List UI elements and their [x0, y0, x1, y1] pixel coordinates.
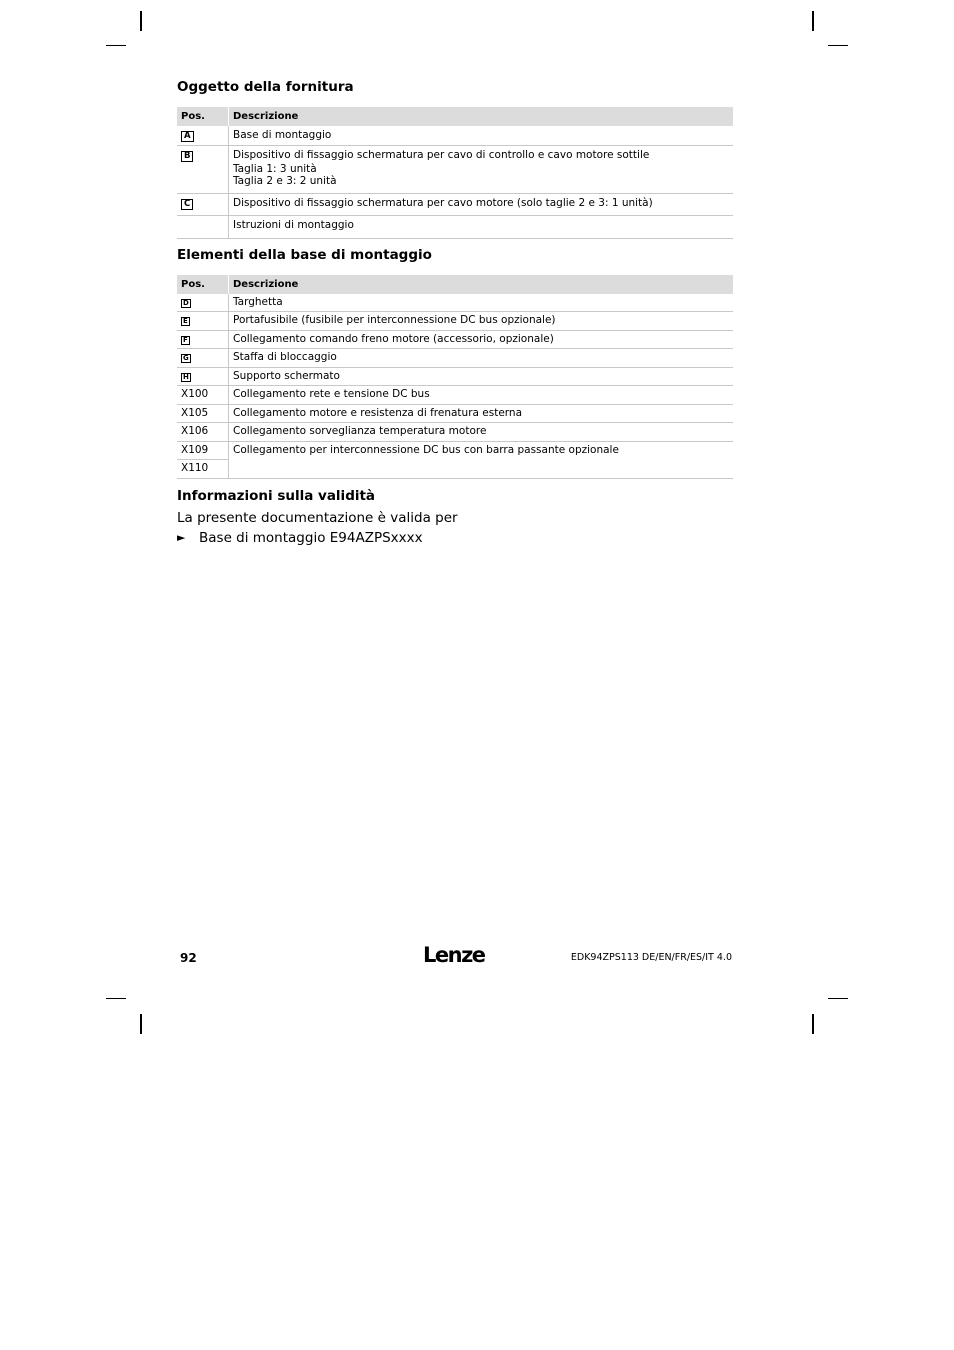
crop-mark — [812, 1014, 814, 1034]
pos-label-box: C — [181, 199, 193, 210]
desc-cell: Collegamento motore e resistenza di frenatura esterna — [229, 404, 734, 423]
table-row — [177, 312, 733, 331]
pos-label-box: H — [183, 372, 189, 381]
desc-cell: Supporto schermato — [229, 367, 734, 386]
pos-cell — [177, 294, 229, 312]
pos-cell: X106 — [177, 423, 229, 442]
crop-mark — [106, 45, 126, 46]
column-header-desc: Descrizione — [229, 107, 734, 126]
table-row — [177, 294, 733, 312]
desc-cell: Collegamento rete e tensione DC bus — [229, 386, 734, 405]
pos-label-box: F — [183, 335, 188, 344]
desc-cell: Istruzioni di montaggio — [229, 216, 734, 239]
desc-cell — [229, 146, 734, 194]
pos-cell — [177, 330, 229, 349]
desc-cell: Staffa di bloccaggio — [229, 349, 734, 368]
pos-cell — [177, 367, 229, 386]
table-row — [177, 330, 733, 349]
pos-label-box: E — [183, 317, 188, 325]
table-row — [177, 216, 733, 239]
pos-cell — [177, 126, 229, 146]
pos-cell — [177, 349, 229, 368]
crop-mark — [828, 45, 848, 46]
crop-mark — [828, 998, 848, 999]
table-row — [177, 441, 733, 460]
crop-mark — [140, 11, 142, 31]
table-row — [177, 193, 733, 216]
bullet-arrow-icon: ► — [177, 530, 186, 544]
pos-cell — [177, 312, 229, 331]
table-row — [177, 126, 733, 146]
page-content — [177, 78, 733, 548]
crop-mark — [140, 1014, 142, 1034]
desc-cell: Collegamento per interconnessione DC bus con barra passante opzionale — [233, 443, 619, 456]
pos-cell: X110 — [177, 460, 229, 479]
crop-mark — [106, 998, 126, 999]
lenze-logo: Lenze — [423, 943, 485, 967]
section-title-validity: Informazioni sulla validità — [177, 487, 376, 504]
table-header-row — [177, 107, 733, 126]
table-row — [177, 367, 733, 386]
desc-cell: Base di montaggio — [229, 126, 734, 146]
desc-cell: Targhetta — [229, 294, 734, 312]
pos-label-box: D — [183, 298, 189, 307]
table-row — [177, 146, 733, 194]
delivery-table — [177, 107, 733, 239]
desc-line: Taglia 2 e 3: 2 unità — [233, 175, 337, 187]
validity-text: La presente documentazione è valida per — [177, 509, 458, 526]
pos-cell: X100 — [177, 386, 229, 405]
section-title-delivery: Oggetto della fornitura — [177, 79, 354, 95]
pos-label-box: A — [181, 131, 194, 142]
pos-cell — [177, 193, 229, 216]
list-item — [177, 528, 733, 548]
pos-label-box: B — [181, 151, 193, 162]
document-id: EDK94ZPS113 DE/EN/FR/ES/IT 4.0 — [570, 952, 732, 963]
column-header-pos: Pos. — [177, 275, 229, 294]
table-row — [177, 386, 733, 405]
desc-cell: Collegamento sorveglianza temperatura motore — [229, 423, 734, 442]
section-title-elements: Elementi della base di montaggio — [177, 246, 432, 263]
page-number: 92 — [180, 951, 197, 965]
table-header-row — [177, 275, 733, 294]
crop-mark — [812, 11, 814, 31]
elements-table — [177, 275, 733, 479]
desc-line: Dispositivo di fissaggio schermatura per cavo di controllo e cavo motore sottile — [233, 149, 650, 161]
pos-label-box: G — [183, 354, 189, 362]
desc-cell: Portafusibile (fusibile per interconnessione DC bus opzionale) — [229, 312, 734, 331]
table-row — [177, 423, 733, 442]
table-row — [177, 404, 733, 423]
desc-cell: Collegamento comando freno motore (accessorio, opzionale) — [229, 330, 734, 349]
desc-cell — [229, 460, 734, 479]
table-row — [177, 460, 733, 479]
column-header-desc: Descrizione — [229, 275, 734, 294]
table-row — [177, 349, 733, 368]
desc-line: Taglia 1: 3 unità — [233, 162, 317, 175]
bullet-text: Base di montaggio E94AZPSxxxx — [199, 529, 423, 546]
pos-cell — [177, 216, 229, 239]
pos-cell: X109 — [177, 441, 229, 460]
pos-cell — [177, 146, 229, 194]
pos-cell: X105 — [177, 404, 229, 423]
column-header-pos: Pos. — [177, 107, 229, 126]
desc-cell: Dispositivo di fissaggio schermatura per cavo motore (solo taglie 2 e 3: 1 unità) — [229, 193, 734, 216]
